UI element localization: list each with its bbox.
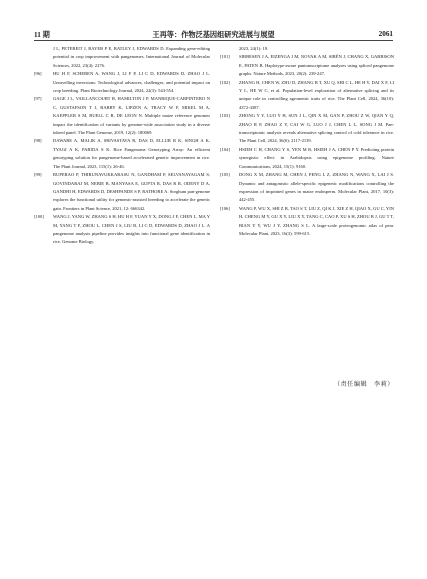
responsible-editor: （责任编辑 李莉） bbox=[333, 381, 394, 388]
reference-text: GAGE J L, VAILLANCOURT B, HAMILTON J P, MANRIQUE-CARPINTERO N C, GUSTAFSON T J, BARRY K, LIPZEN A, TRACY W F, MIKEL M A, KAEPPLER S M, BUELL C R, DE LEON N. Multiple maize reference genomes impact the identification of variants by genome-wide association study in a diverse inbred panel. The Plant Genome, 2019, 12(2): 180069. bbox=[53, 96, 210, 136]
reference-number: [105] bbox=[220, 172, 230, 178]
reference-continuation: J L, PETEREIT J, BAYER P E, BATLEY J, EDWARDS D. Expanding gene-editing potential in crop improvement with pangenomes. International Journal of Molecular Sciences, 2022, 23(4): 2276. bbox=[53, 46, 210, 68]
page-number: 2061 bbox=[378, 30, 393, 38]
running-title: 王再等：作物泛基因组研究进展与展望 bbox=[152, 31, 275, 39]
reference-number: [101] bbox=[220, 54, 230, 60]
reference-text: RUPERAO P, THIRUNAVUKKARASU N, GANDHAM P, SELVANAYAGAM S, GOVINDARAJ M, NEBIE B, MANYASA E, GUPTA R, DAS R R, ODENY D A, GANDHI H, EDWARDS D, DESHPANDE S P, RATHORE A. Sorghum pan-genome explores the functional utility for genomic-assisted breeding to accelerate the genetic gain. Frontiers in Plant Science, 2021, 12: 666342. bbox=[53, 172, 210, 211]
reference-item bbox=[34, 95, 210, 137]
reference-number: [100] bbox=[34, 214, 44, 220]
page-header bbox=[0, 0, 427, 40]
reference-number: [104] bbox=[220, 146, 230, 152]
reference-text: DONG X M, ZHANG M, CHEN J, PENG L Z, ZHANG N, WANG X, LAI J S. Dynamic and antagonistic allele-specific epigenetic modifications controlling the expression of imprinted genes in maize endosperm. Molecular Plant, 2017, 10(3): 442-455. bbox=[239, 172, 394, 203]
reference-text: HU H F, SCHEBEN A, WANG J, LI F P, LI C D, EDWARDS D, ZHAO J L. Unravelling inversions: Technological advances, challenges, and potential impact on crop breeding. Plant Biotechnology Journal, 2024, 22(3): 544-554. bbox=[53, 71, 210, 94]
reference-text: WANG J, YANG W, ZHANG S H, HU H F, YUAN Y X, DONG J F, CHEN L, MA Y M, YANG T F, ZHOU L, CHEN J S, LIU B, LI C D, EDWARDS D, ZHAO J L. A pangenome analysis pipeline provides insights into functional gene identification in rice. Genome Biology, bbox=[53, 214, 210, 245]
reference-number: [106] bbox=[220, 205, 230, 211]
reference-continuation: 2023, 24(1): 19. bbox=[239, 46, 269, 51]
reference-number: [103] bbox=[220, 113, 230, 119]
reference-item bbox=[34, 171, 210, 213]
reference-number: [99] bbox=[34, 172, 42, 178]
reference-item bbox=[220, 146, 394, 171]
right-column bbox=[220, 45, 394, 238]
reference-item bbox=[34, 137, 210, 171]
reference-text: SIBBESEN J A, EIZENGA J M, NOVAK A M, SIRÉN J, CHANG X, GARRISON E, PATEN B. Haplotype-aware pantranscriptome analyses using spliced pangenome graphs. Nature Methods, 2023, 20(2): 239-247. bbox=[239, 54, 394, 77]
reference-text: WANG P, WU X, SHI Z B, TAO S T, LIU Z, QI K J, XIE Z H, QIAO X, GU C, YIN H, CHENG M Y, GU X Y, LIU X Y, TANG C, CAO P, XU S H, ZHOU B J, GU T T, BIAN Y Y, WU J Y, ZHANG S L. A large-scale proteogenomic atlas of pear. Molecular Plant, 2023, 16(3): 599-615. bbox=[239, 205, 394, 236]
reference-item bbox=[220, 171, 394, 205]
reference-item bbox=[220, 112, 394, 146]
reference-number: [96] bbox=[34, 71, 42, 77]
reference-text: ZHANG H, CHEN W, ZHU D, ZHANG B T, XU Q, SHI C L, HE H Y, DAI X F, LI Y L, HE W C, et al. Population-level exploration of alternative splicing and its unique role in controlling agronomic traits of rice. The Plant Cell, 2024, 36(10): 4372-4387. bbox=[239, 79, 394, 110]
reference-item bbox=[34, 70, 210, 95]
reference-item bbox=[34, 213, 210, 247]
header-divider bbox=[34, 40, 393, 41]
reference-text: HSIEH C H, CHANG Y S, YEN M R, HSIEH J A, CHEN P Y. Predicting protein synergistic effect in Arabidopsis using epigenome profiling. Nature Communications, 2024, 15(1): 9160. bbox=[239, 146, 394, 169]
left-column bbox=[34, 45, 210, 247]
reference-item bbox=[220, 79, 394, 113]
reference-number: [102] bbox=[220, 79, 230, 85]
reference-number: [98] bbox=[34, 138, 42, 144]
reference-item bbox=[220, 53, 394, 78]
reference-item bbox=[220, 205, 394, 239]
reference-text: ZHONG Y Y, LUO Y H, SUN J L, QIN X M, GAN P, ZHOU Z W, QIAN Y Q, ZHAO R P, ZHAO Z Y, CAI W G, LUO J J, CHEN L L, SONG J M. Pan-transcriptomic analysis reveals alternative splicing control of cold tolerance in rice. The Plant Cell, 2024, 36(6): 2117-2139. bbox=[239, 113, 394, 144]
issue-number: 11 期 bbox=[34, 31, 50, 39]
reference-text: DAWARE A, MALIK A, SRIVASTAVA R, DAS D, ELLUR R K, SINGH A K, TYAGI A K, PARIDA S K. Rice Pangenome Genotyping Array: An efficient genotyping solution for pangenome-based accelerated genetic improvement in rice. The Plant Journal, 2023, 115(1): 26-46. bbox=[53, 138, 210, 169]
reference-number: [97] bbox=[34, 96, 42, 102]
